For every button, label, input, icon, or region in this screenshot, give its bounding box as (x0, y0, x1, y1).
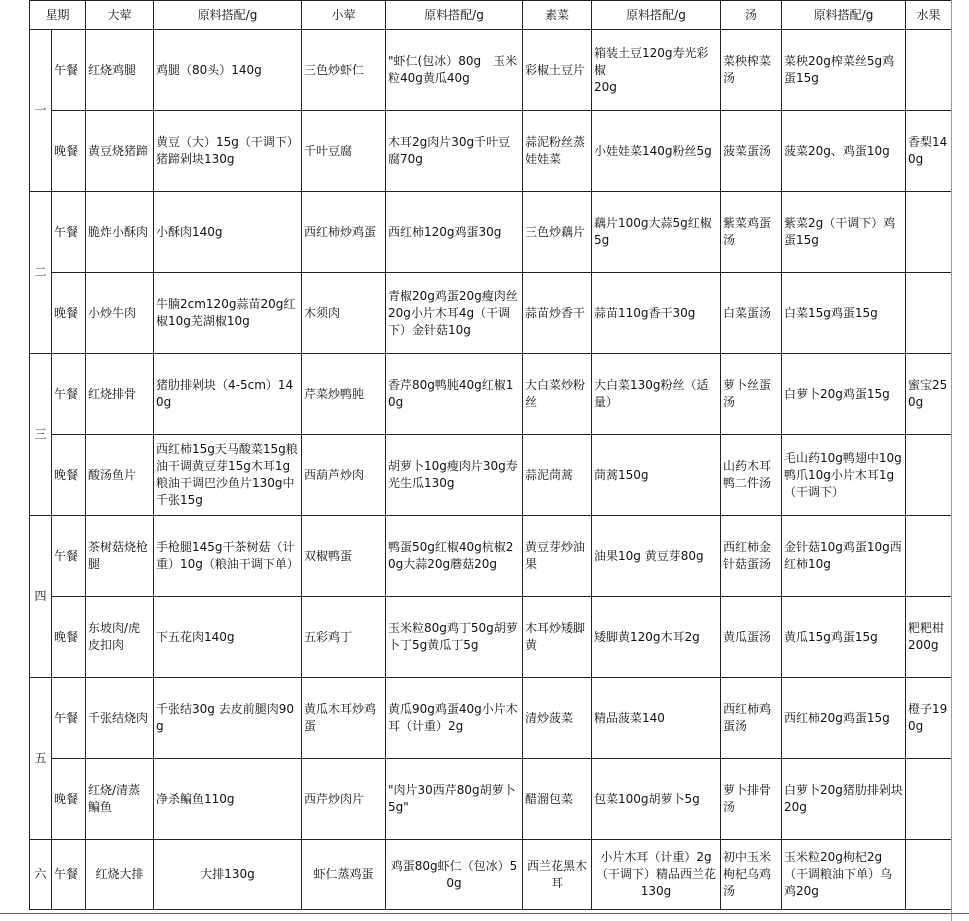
cell-soup: 白菜蛋汤 (721, 273, 782, 354)
header-vegetable: 素菜 (523, 1, 592, 30)
meal-label: 午餐 (52, 30, 86, 111)
cell-side-meat: 双椒鸭蛋 (302, 516, 386, 597)
menu-row (30, 111, 952, 192)
cell-main-meat: 红烧大排 (86, 840, 154, 910)
cell-vegetable: 西兰花黑木耳 (523, 840, 592, 910)
cell-main-meat-ingredients: 净杀鳊鱼110g (154, 759, 302, 840)
meal-label: 午餐 (52, 678, 86, 759)
cell-fruit (906, 30, 952, 111)
cell-side-meat-ingredients: 西红柿120g鸡蛋30g (386, 192, 523, 273)
meal-label: 午餐 (52, 516, 86, 597)
cell-vegetable-ingredients: 精品菠菜140 (592, 678, 721, 759)
cell-side-meat-ingredients: 胡萝卜10g瘦肉片30g寿光生瓜130g (386, 435, 523, 516)
bottom-edge-rule (0, 913, 969, 914)
cell-main-meat-ingredients: 西红柿15g天马酸菜15g粮油干调黄豆芽15g木耳1g粮油干调巴沙鱼片130g中千张15g (154, 435, 302, 516)
cell-vegetable-ingredients: 大白菜130g粉丝（适量） (592, 354, 721, 435)
cell-main-meat: 东坡肉/虎皮扣肉 (86, 597, 154, 678)
cell-soup-ingredients: 菜秧20g榨菜丝5g鸡蛋15g (782, 30, 906, 111)
cell-fruit: 橙子190g (906, 678, 952, 759)
header-ingredients-2: 原料搭配/g (386, 1, 523, 30)
cell-side-meat-ingredients: 香芹80g鸭肫40g红椒10g (386, 354, 523, 435)
cell-soup: 菠菜蛋汤 (721, 111, 782, 192)
weekday-label: 三 (30, 354, 52, 516)
cell-vegetable-ingredients: 油果10g 黄豆芽80g (592, 516, 721, 597)
cell-soup-ingredients: 玉米粒20g枸杞2g（干调粮油下单）乌鸡20g (782, 840, 906, 910)
meal-label: 午餐 (52, 192, 86, 273)
cell-main-meat: 茶树菇烧枪腿 (86, 516, 154, 597)
cell-main-meat-ingredients: 下五花肉140g (154, 597, 302, 678)
header-fruit: 水果 (906, 1, 952, 30)
cell-soup-ingredients: 西红柿20g鸡蛋15g (782, 678, 906, 759)
cell-soup-ingredients: 白萝卜20g鸡蛋15g (782, 354, 906, 435)
meal-label: 晚餐 (52, 759, 86, 840)
menu-table (29, 0, 952, 910)
cell-vegetable: 木耳炒矮脚黄 (523, 597, 592, 678)
cell-side-meat: 西红柿炒鸡蛋 (302, 192, 386, 273)
menu-body (30, 30, 952, 910)
cell-soup: 紫菜鸡蛋汤 (721, 192, 782, 273)
cell-vegetable-ingredients: 小片木耳（计重）2g（干调下）精品西兰花130g (592, 840, 721, 910)
cell-side-meat-ingredients: 青椒20g鸡蛋20g瘦肉丝20g小片木耳4g（干调下）金针菇10g (386, 273, 523, 354)
menu-row (30, 516, 952, 597)
meal-label: 晚餐 (52, 597, 86, 678)
cell-main-meat: 红烧排骨 (86, 354, 154, 435)
cell-main-meat-ingredients: 黄豆（大）15g（干调下）猪蹄剁块130g (154, 111, 302, 192)
cell-side-meat-ingredients: 鸡蛋80g虾仁（包冰）50g (386, 840, 523, 910)
cell-vegetable: 蒜苗炒香干 (523, 273, 592, 354)
cell-main-meat-ingredients: 大排130g (154, 840, 302, 910)
cell-fruit (906, 759, 952, 840)
cell-side-meat-ingredients: "虾仁(包冰）80g 玉米粒40g黄瓜40g (386, 30, 523, 111)
cell-side-meat: 芹菜炒鸭肫 (302, 354, 386, 435)
cell-vegetable-ingredients: 茼蒿150g (592, 435, 721, 516)
cell-soup-ingredients: 金针菇10g鸡蛋10g西红柿10g (782, 516, 906, 597)
header-ingredients-3: 原料搭配/g (592, 1, 721, 30)
menu-row (30, 435, 952, 516)
menu-row (30, 192, 952, 273)
cell-soup-ingredients: 白菜15g鸡蛋15g (782, 273, 906, 354)
cell-main-meat: 千张结烧肉 (86, 678, 154, 759)
cell-main-meat: 黄豆烧猪蹄 (86, 111, 154, 192)
cell-soup: 萝卜排骨汤 (721, 759, 782, 840)
cell-main-meat: 小炒牛肉 (86, 273, 154, 354)
cell-vegetable: 三色炒藕片 (523, 192, 592, 273)
menu-row (30, 759, 952, 840)
meal-label: 晚餐 (52, 435, 86, 516)
header-ingredients-4: 原料搭配/g (782, 1, 906, 30)
cell-vegetable: 大白菜炒粉丝 (523, 354, 592, 435)
cell-soup: 菜秧榨菜汤 (721, 30, 782, 111)
cell-soup-ingredients: 紫菜2g（干调下）鸡蛋15g (782, 192, 906, 273)
cell-vegetable: 清炒菠菜 (523, 678, 592, 759)
menu-row (30, 597, 952, 678)
cell-side-meat: 木须肉 (302, 273, 386, 354)
header-ingredients-1: 原料搭配/g (154, 1, 302, 30)
header-row (30, 1, 952, 30)
cell-fruit (906, 192, 952, 273)
cell-main-meat-ingredients: 猪肋排剁块（4-5cm）140g (154, 354, 302, 435)
cell-soup: 西红柿金针菇蛋汤 (721, 516, 782, 597)
cell-side-meat: 黄瓜木耳炒鸡蛋 (302, 678, 386, 759)
cell-main-meat: 酸汤鱼片 (86, 435, 154, 516)
cell-soup-ingredients: 黄瓜15g鸡蛋15g (782, 597, 906, 678)
cell-main-meat-ingredients: 小酥肉140g (154, 192, 302, 273)
cell-main-meat: 脆炸小酥肉 (86, 192, 154, 273)
header-side-meat: 小荤 (302, 1, 386, 30)
meal-label: 晚餐 (52, 273, 86, 354)
weekday-label: 六 (30, 840, 52, 910)
cell-side-meat: 西葫芦炒肉 (302, 435, 386, 516)
cell-soup: 黄瓜蛋汤 (721, 597, 782, 678)
cell-side-meat-ingredients: 玉米粒80g鸡丁50g胡萝卜丁5g黄瓜丁5g (386, 597, 523, 678)
weekday-label: 五 (30, 678, 52, 840)
cell-vegetable: 醋溜包菜 (523, 759, 592, 840)
cell-fruit: 蜜宝250g (906, 354, 952, 435)
cell-vegetable-ingredients: 蒜苗110g香干30g (592, 273, 721, 354)
cell-side-meat-ingredients: 木耳2g肉片30g千叶豆腐70g (386, 111, 523, 192)
cell-main-meat-ingredients: 千张结30g 去皮前腿肉90g (154, 678, 302, 759)
meal-label: 晚餐 (52, 111, 86, 192)
menu-row (30, 840, 952, 910)
menu-row (30, 273, 952, 354)
cell-soup-ingredients: 白萝卜20g猪肋排剁块20g (782, 759, 906, 840)
cell-main-meat-ingredients: 鸡腿（80头）140g (154, 30, 302, 111)
cell-fruit (906, 435, 952, 516)
header-main-meat: 大荤 (86, 1, 154, 30)
cell-side-meat-ingredients: "肉片30西芹80g胡萝卜5g" (386, 759, 523, 840)
cell-soup: 山药木耳鸭二件汤 (721, 435, 782, 516)
cell-side-meat: 西芹炒肉片 (302, 759, 386, 840)
cell-main-meat-ingredients: 牛腩2cm120g蒜苗20g红椒10g芜湖椒10g (154, 273, 302, 354)
header-weekday: 星期 (30, 1, 86, 30)
menu-row (30, 354, 952, 435)
meal-label: 午餐 (52, 354, 86, 435)
cell-fruit: 香梨140g (906, 111, 952, 192)
menu-row (30, 30, 952, 111)
cell-soup-ingredients: 毛山药10g鸭翅中10g鸭爪10g小片木耳1g（干调下） (782, 435, 906, 516)
cell-vegetable: 黄豆芽炒油果 (523, 516, 592, 597)
menu-row (30, 678, 952, 759)
cell-side-meat-ingredients: 黄瓜90g鸡蛋40g小片木耳（计重）2g (386, 678, 523, 759)
cell-side-meat: 三色炒虾仁 (302, 30, 386, 111)
cell-fruit (906, 516, 952, 597)
cell-vegetable-ingredients: 箱装土豆120g寿光彩椒 20g (592, 30, 721, 111)
cell-soup: 西红柿鸡蛋汤 (721, 678, 782, 759)
cell-vegetable: 蒜泥粉丝蒸娃娃菜 (523, 111, 592, 192)
cell-main-meat-ingredients: 手枪腿145g干茶树菇（计重）10g（粮油干调下单） (154, 516, 302, 597)
cell-fruit (906, 273, 952, 354)
cell-vegetable-ingredients: 包菜100g胡萝卜5g (592, 759, 721, 840)
cell-fruit (906, 840, 952, 910)
cell-vegetable-ingredients: 小娃娃菜140g粉丝5g (592, 111, 721, 192)
weekday-label: 四 (30, 516, 52, 678)
cell-side-meat: 五彩鸡丁 (302, 597, 386, 678)
cell-side-meat-ingredients: 鸭蛋50g红椒40g杭椒20g大蒜20g蘑菇20g (386, 516, 523, 597)
cell-main-meat: 红烧鸡腿 (86, 30, 154, 111)
cell-soup: 萝卜丝蛋汤 (721, 354, 782, 435)
weekday-label: 二 (30, 192, 52, 354)
cell-vegetable: 蒜泥茼蒿 (523, 435, 592, 516)
cell-soup-ingredients: 菠菜20g、鸡蛋10g (782, 111, 906, 192)
header-soup: 汤 (721, 1, 782, 30)
weekday-label: 一 (30, 30, 52, 192)
cell-soup: 初中玉米枸杞乌鸡汤 (721, 840, 782, 910)
right-edge-rule (951, 0, 952, 921)
cell-main-meat: 红烧/清蒸鳊鱼 (86, 759, 154, 840)
cell-vegetable-ingredients: 藕片100g大蒜5g红椒5g (592, 192, 721, 273)
cell-fruit: 粑粑柑200g (906, 597, 952, 678)
cell-side-meat: 虾仁蒸鸡蛋 (302, 840, 386, 910)
cell-side-meat: 千叶豆腐 (302, 111, 386, 192)
cell-vegetable-ingredients: 矮脚黄120g木耳2g (592, 597, 721, 678)
meal-label: 午餐 (52, 840, 86, 910)
cell-vegetable: 彩椒土豆片 (523, 30, 592, 111)
